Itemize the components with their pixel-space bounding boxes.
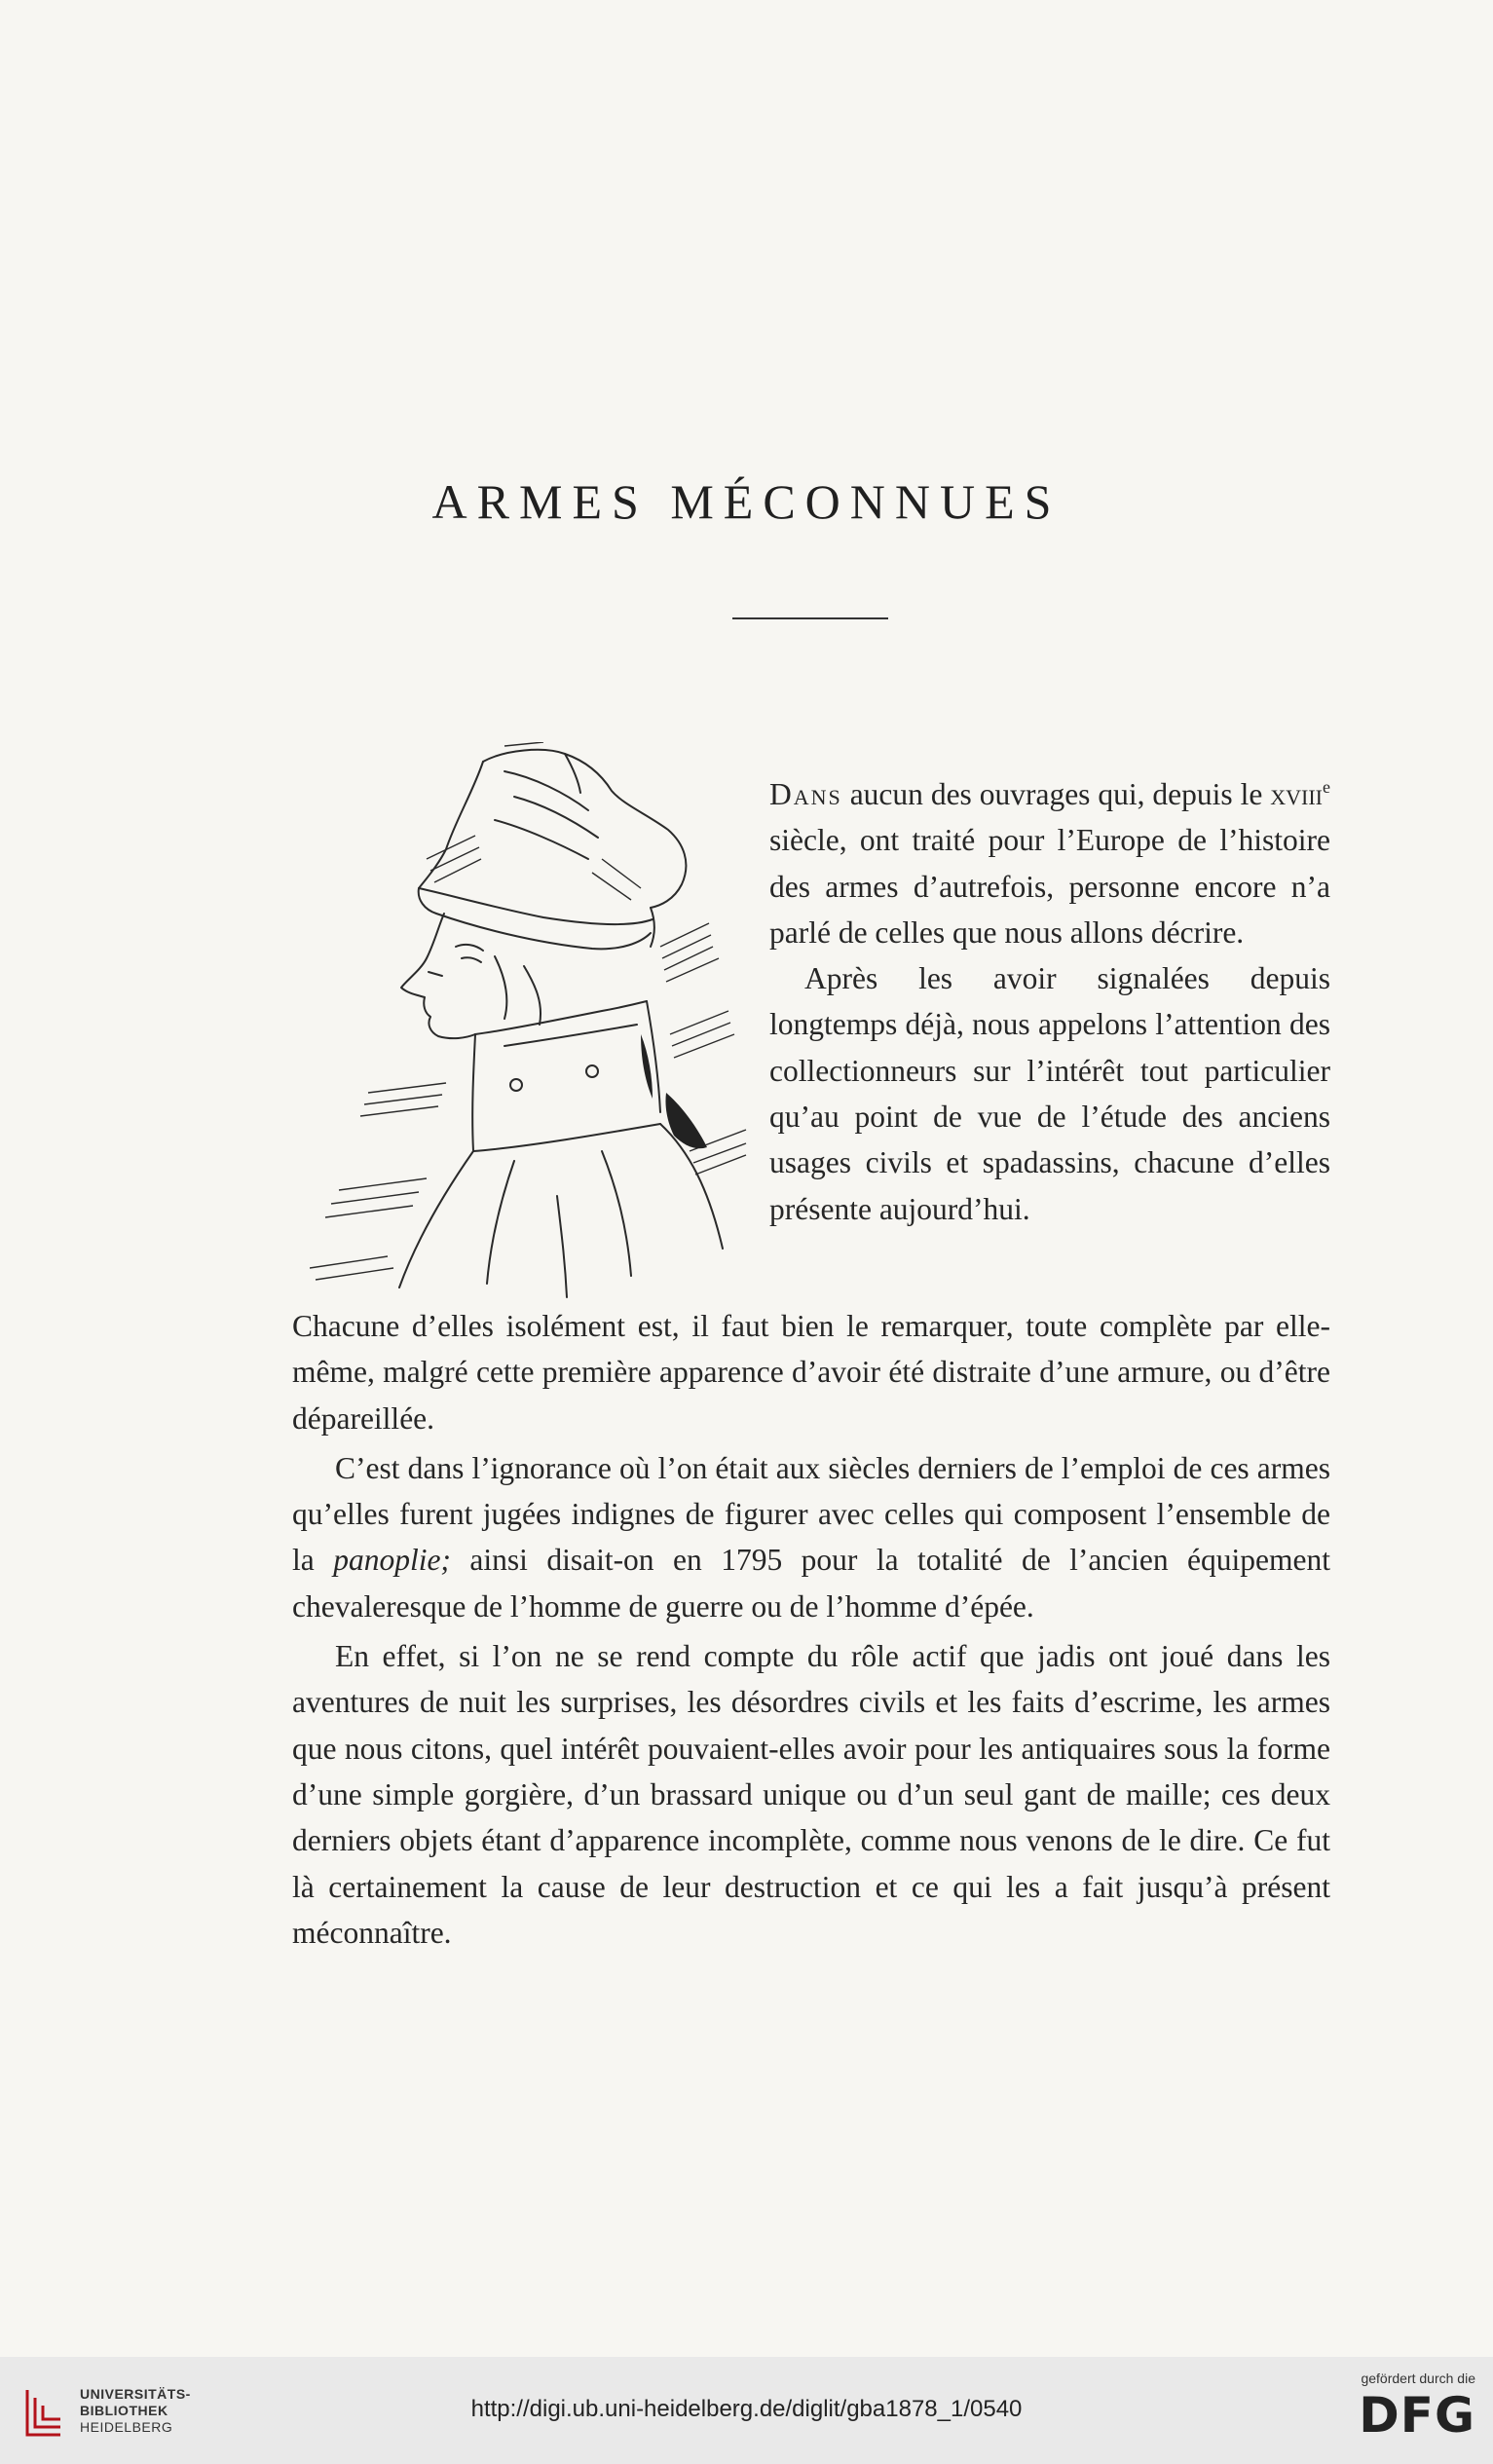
viewer-footer: [0, 2357, 1493, 2464]
body-text-column: [292, 1303, 1330, 1960]
body-paragraph-1: Chacune d’elles isolément est, il faut bien le remarquer, toute complète par elle-même, malgré cette première apparence d’avoir été distraite d’une armure, ou d’être dépareillée.: [292, 1309, 1330, 1436]
intro-paragraph-2: Après les avoir signalées depuis longtemps déjà, nous appelons l’attention des collectionneurs sur l’intérêt tout particulier qu’au point de vue de l’étude des anciens usages civils et spadassins, chacune d’elles présente aujourd’hui.: [769, 961, 1330, 1226]
university-name-line2: BIBLIOTHEK: [80, 2403, 168, 2418]
intro-p1-a: aucun des ouvrages qui, depuis le: [841, 777, 1271, 811]
intro-p1-b: siècle, ont traité pour l’Europe de l’histoire des armes d’autrefois, personne encore n’a parlé de celles que nous allons décrire.: [769, 823, 1330, 950]
body-p2-b: ainsi disait-on en 1795 pour la totalité de l’ancien équipement chevaleresque de l’homme de guerre ou de l’homme d’épée.: [292, 1543, 1330, 1624]
funded-by-label: gefördert durch die: [1361, 2371, 1475, 2386]
body-paragraph-2: [292, 1445, 1330, 1629]
permalink-url[interactable]: http://digi.ub.uni-heidelberg.de/diglit/gba1878_1/0540: [470, 2396, 1023, 2422]
body-paragraph-3: En effet, si l’on ne se rend compte du rôle actif que jadis ont joué dans les aventures de nuit les surprises, les désordres civils et les faits d’escrime, les armes que nous citons, quel intérêt pouvaient-elles avoir pour les antiquaires sous la forme d’une simple gorgière, d’un brassard unique ou d’un seul gant de maille; ces deux derniers objets étant d’apparence incomplète, comme nous venons de le dire. Ce fut là certainement la cause de leur destruction et ce qui les a fait jusqu’à présent méconnaître.: [292, 1639, 1330, 1950]
title-rule: [732, 617, 888, 619]
dfg-funding-logo[interactable]: [1320, 2371, 1475, 2444]
engraving-illustration: [310, 742, 750, 1305]
intro-text-column: [769, 765, 1330, 1232]
century-superscript: e: [1323, 777, 1330, 797]
article-title: ARMES MÉCONNUES: [431, 474, 1062, 529]
body-p2-emphasis: panoplie;: [333, 1543, 451, 1578]
dropcap-word: Dans: [769, 777, 842, 811]
body-p2-a: C’est dans l’ignorance où l’on était aux siècles derniers de l’emploi de ces armes qu’elles furent jugées indignes de figurer avec celles qui composent l’ensemble de la: [292, 1450, 1330, 1578]
university-name-line1: UNIVERSITÄTS-: [80, 2386, 191, 2402]
university-name-line3: HEIDELBERG: [80, 2419, 173, 2435]
intro-paragraph-1: [769, 765, 1330, 955]
century-numeral: xviii: [1270, 777, 1323, 811]
dfg-logo-text: DFG: [1359, 2387, 1475, 2444]
